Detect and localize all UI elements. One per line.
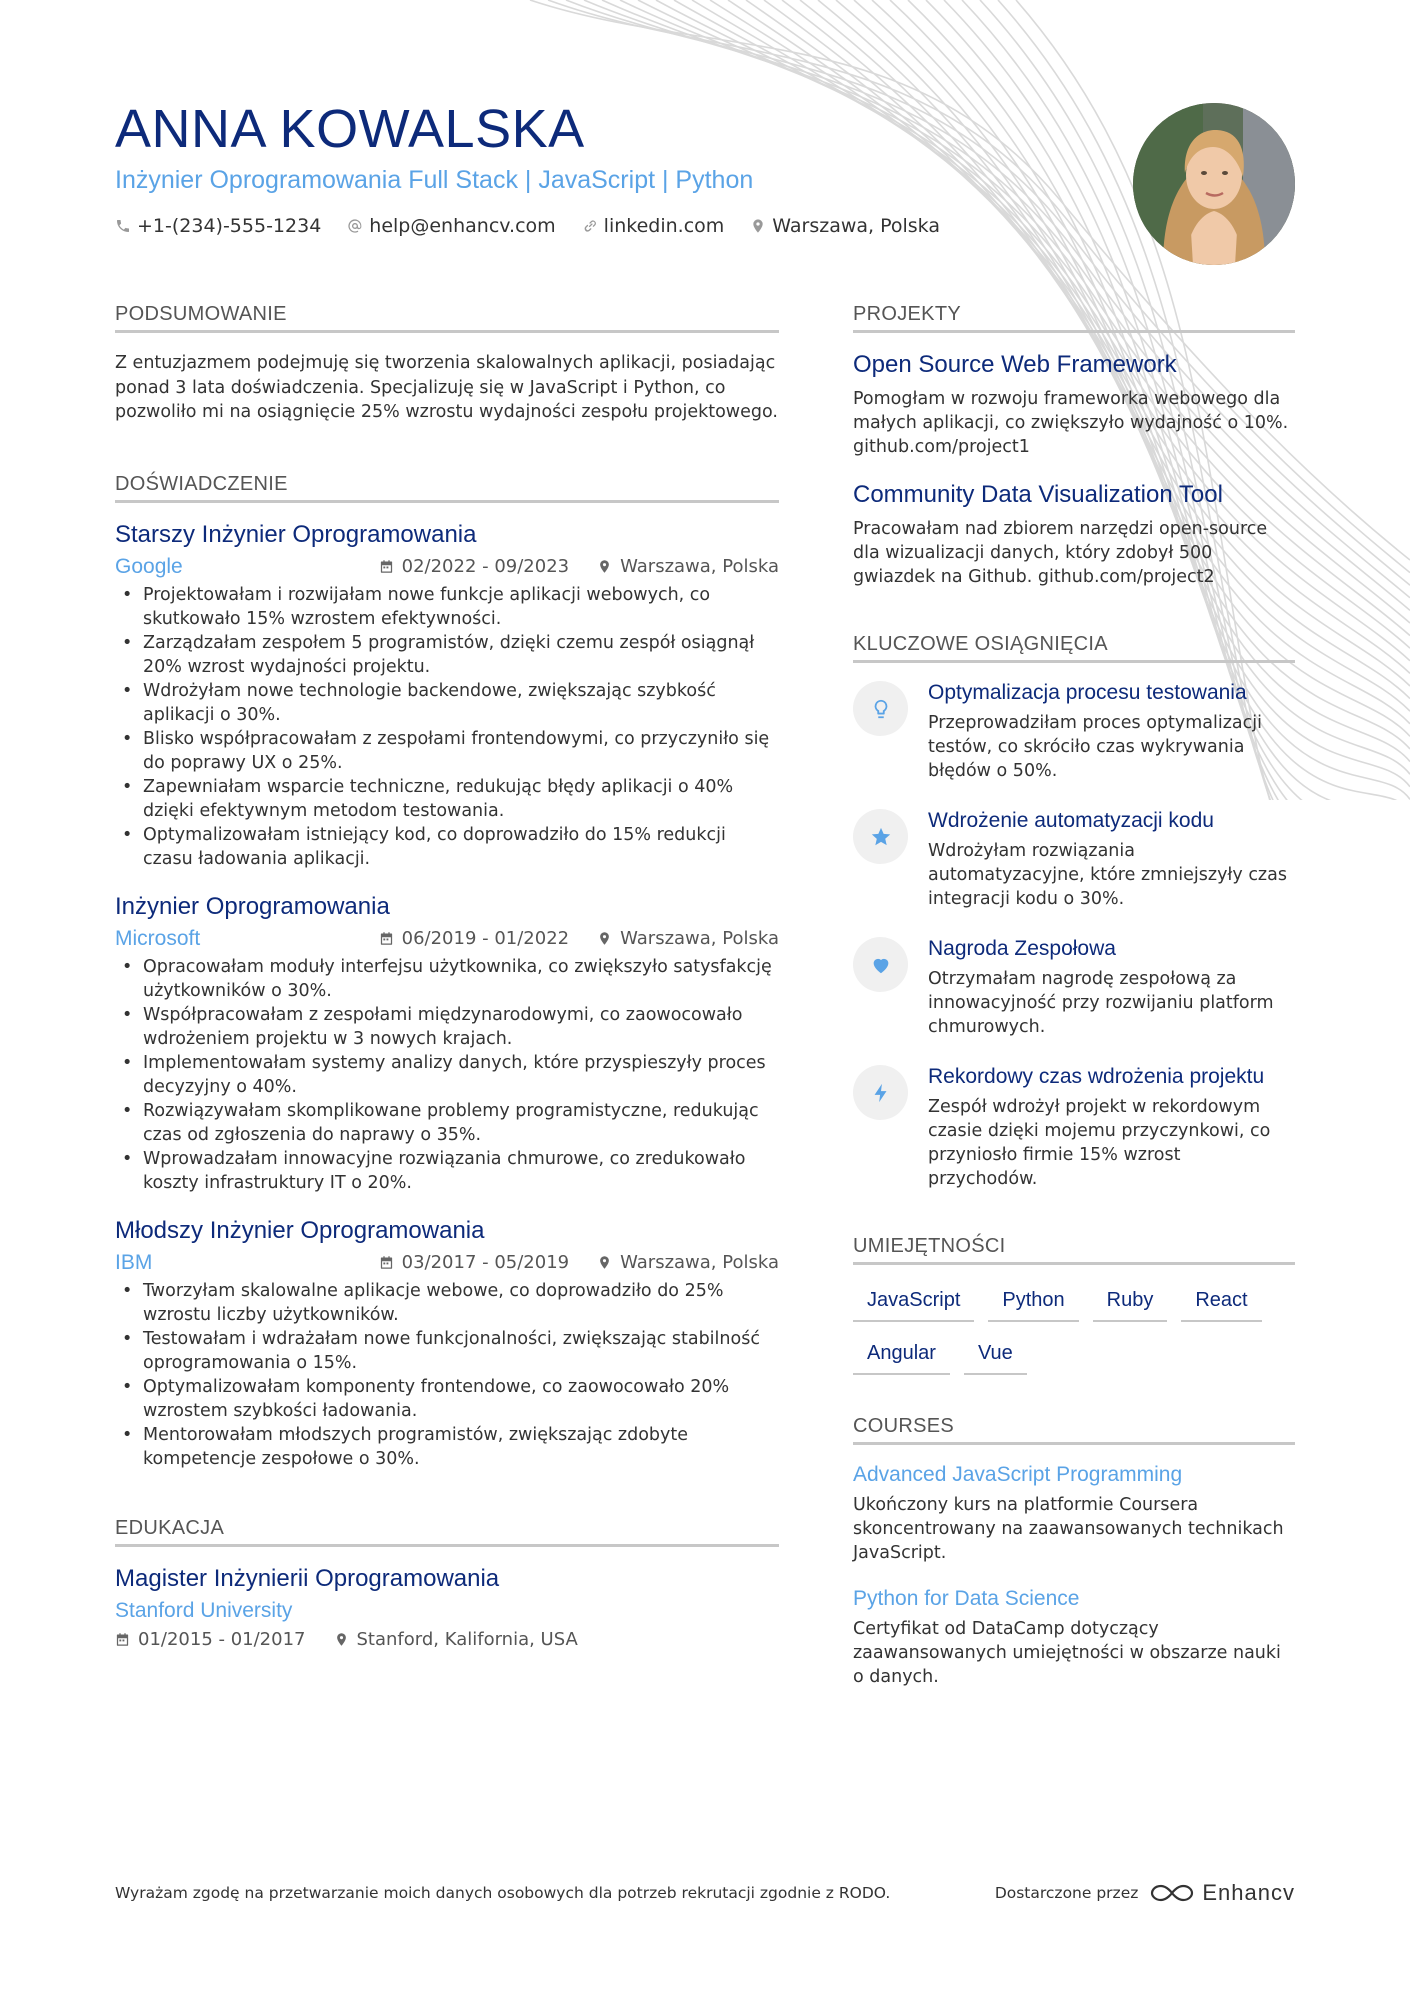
contact-linkedin[interactable] — [582, 215, 725, 237]
section-title-courses: COURSES — [853, 1415, 1295, 1445]
job-dates — [379, 1252, 570, 1273]
project-item — [853, 351, 1295, 459]
job-location-text: Warszawa, Polska — [620, 1252, 779, 1273]
calendar-icon — [115, 1632, 130, 1647]
bullet-item: • Blisko współpracowałam z zespołami frontendowymi, co przyczyniło się do poprawy UX o 25%. — [115, 727, 779, 775]
bullet-item: • Implementowałam systemy analizy danych, które przyspieszyły proces decyzyjny o 40%. — [115, 1051, 779, 1099]
achievement-description: Otrzymałam nagrodę zespołową za innowacyjność przy rozwijaniu platform chmurowych. — [928, 969, 1274, 1037]
bullet-item: • Tworzyłam skalowalne aplikacje webowe, co doprowadziło do 25% wzrostu liczby użytkowników. — [115, 1279, 779, 1327]
bullet-item: • Wprowadzałam innowacyjne rozwiązania chmurowe, co zredukowało koszty infrastruktury IT o 20%. — [115, 1147, 779, 1195]
achievement-item — [853, 809, 1295, 911]
job-location-text: Warszawa, Polska — [620, 556, 779, 577]
bullet-item: • Zarządzałam zespołem 5 programistów, dzięki czemu zespół osiągnął 20% wzrost wydajności projektu. — [115, 631, 779, 679]
achievement-item — [853, 681, 1295, 783]
footer — [115, 1880, 1295, 1906]
job-title: Młodszy Inżynier Oprogramowania — [115, 1216, 485, 1244]
project-item — [853, 481, 1295, 589]
lightbulb-icon — [853, 681, 908, 736]
bullet-item: • Wdrożyłam nowe technologie backendowe, zwiększając szybkość aplikacji o 30%. — [115, 679, 779, 727]
skill-tag: Angular — [853, 1336, 950, 1375]
bolt-icon — [853, 1065, 908, 1120]
powered-by-label: Dostarczone przez — [994, 1884, 1139, 1902]
achievement-description: Przeprowadziłam proces optymalizacji testów, co skróciło czas wykrywania błędów o 50%. — [928, 713, 1262, 781]
phone-text: +1-(234)-555-1234 — [137, 215, 322, 237]
project-description: Pomogłam w rozwoju frameworka webowego dla małych aplikacji, co zwiększyło wydajność o 10%. github.com/project1 — [853, 389, 1289, 457]
bullet-item: • Opracowałam moduły interfejsu użytkownika, co zwiększyło satysfakcję użytkowników o 30%. — [115, 955, 779, 1003]
linkedin-text: linkedin.com — [603, 215, 725, 237]
skill-tag: Ruby — [1093, 1283, 1168, 1322]
experience-item — [115, 521, 779, 871]
section-title-experience: DOŚWIADCZENIE — [115, 473, 779, 503]
bullet-item: • Testowałam i wdrażałam nowe funkcjonalności, zwiększając stabilność oprogramowania o 15%. — [115, 1327, 779, 1375]
education-item — [115, 1565, 779, 1650]
section-title-skills: UMIEJĘTNOŚCI — [853, 1235, 1295, 1265]
achievement-description: Wdrożyłam rozwiązania automatyzacyjne, które zmniejszyły czas integracji kodu o 30%. — [928, 841, 1287, 909]
job-dates-text: 03/2017 - 05/2019 — [401, 1252, 570, 1273]
achievement-description: Zespół wdrożył projekt w rekordowym czasie dzięki mojemu przyczynkowi, co przyniosło firmie 15% wzrost przychodów. — [928, 1097, 1271, 1189]
location-pin-icon — [597, 559, 612, 574]
course-title: Advanced JavaScript Programming — [853, 1463, 1183, 1486]
bullet-item: • Mentorowałam młodszych programistów, zwiększając zdobyte kompetencje zespołowe o 30%. — [115, 1423, 779, 1471]
experience-item — [115, 893, 779, 1195]
location-pin-icon — [597, 1255, 612, 1270]
bullet-item: • Współpracowałam z zespołami międzynarodowymi, co zaowocowało wdrożeniem projektu w 3 nowych krajach. — [115, 1003, 779, 1051]
location-pin-icon — [334, 1632, 349, 1647]
star-icon — [853, 809, 908, 864]
job-meta — [115, 1251, 779, 1275]
education-location — [334, 1629, 578, 1650]
section-title-summary: PODSUMOWANIE — [115, 303, 779, 333]
education-dates — [115, 1629, 306, 1650]
bullet-item: • Optymalizowałam komponenty frontendowe, co zaowocowało 20% wzrostem szybkości ładowania. — [115, 1375, 779, 1423]
job-title: Starszy Inżynier Oprogramowania — [115, 520, 477, 548]
degree-title: Magister Inżynierii Oprogramowania — [115, 1564, 500, 1592]
company-name: Microsoft — [115, 926, 201, 950]
course-item — [853, 1463, 1295, 1565]
skill-tag: React — [1181, 1283, 1261, 1322]
section-title-achievements: KLUCZOWE OSIĄGNIĘCIA — [853, 633, 1295, 663]
job-dates-text: 02/2022 - 09/2023 — [401, 556, 570, 577]
brand-name: Enhancv — [1202, 1880, 1295, 1905]
email-text: help@enhancv.com — [369, 215, 556, 237]
profile-photo — [1133, 103, 1295, 265]
left-column — [115, 303, 779, 1650]
bullet-item: • Rozwiązywałam skomplikowane problemy programistyczne, redukując czas od zgłoszenia do naprawy o 35%. — [115, 1099, 779, 1147]
contact-phone[interactable] — [115, 215, 321, 237]
course-description: Certyfikat od DataCamp dotyczący zaawansowanych umiejętności w obszarze nauki o danych. — [853, 1619, 1281, 1687]
job-dates — [379, 928, 570, 949]
infinity-icon — [1150, 1882, 1194, 1904]
job-meta — [115, 927, 779, 951]
education-dates-text: 01/2015 - 01/2017 — [138, 1628, 306, 1650]
at-icon — [347, 218, 363, 234]
achievement-item — [853, 1065, 1295, 1191]
location-pin-icon — [597, 931, 612, 946]
job-bullets — [115, 583, 779, 871]
course-item — [853, 1587, 1295, 1689]
achievement-title: Rekordowy czas wdrożenia projektu — [928, 1065, 1265, 1088]
job-bullets — [115, 955, 779, 1195]
skill-tag: Python — [988, 1283, 1078, 1322]
section-title-education: EDUKACJA — [115, 1517, 779, 1547]
right-column — [853, 303, 1295, 1711]
candidate-title: Inżynier Oprogramowania Full Stack | JavaScript | Python — [115, 166, 754, 194]
bullet-item: • Zapewniałam wsparcie techniczne, redukując błędy aplikacji o 40% dzięki efektywnym metodom testowania. — [115, 775, 779, 823]
skills-list — [853, 1283, 1295, 1375]
job-location — [597, 928, 779, 949]
achievement-title: Wdrożenie automatyzacji kodu — [928, 809, 1214, 832]
education-location-text: Stanford, Kalifornia, USA — [356, 1628, 578, 1650]
job-title: Inżynier Oprogramowania — [115, 892, 390, 920]
bullet-item: • Optymalizowałam istniejący kod, co doprowadziło do 15% redukcji czasu ładowania aplikacji. — [115, 823, 779, 871]
phone-icon — [115, 218, 131, 234]
achievement-title: Nagroda Zespołowa — [928, 937, 1116, 960]
skill-tag: JavaScript — [853, 1283, 974, 1322]
project-description: Pracowałam nad zbiorem narzędzi open-source dla wizualizacji danych, który zdobył 500 gwiazdek na Github. github.com/project2 — [853, 519, 1268, 587]
calendar-icon — [379, 559, 394, 574]
contact-email[interactable] — [347, 215, 555, 237]
header — [115, 98, 940, 237]
achievement-item — [853, 937, 1295, 1039]
contact-bar — [115, 215, 940, 237]
link-icon — [582, 218, 598, 234]
experience-item — [115, 1217, 779, 1471]
job-location-text: Warszawa, Polska — [620, 928, 779, 949]
portrait-illustration — [1133, 103, 1295, 265]
job-dates — [379, 556, 570, 577]
location-pin-icon — [750, 218, 766, 234]
project-title: Community Data Visualization Tool — [853, 481, 1223, 508]
course-title: Python for Data Science — [853, 1587, 1080, 1610]
skill-tag: Vue — [964, 1336, 1027, 1375]
calendar-icon — [379, 931, 394, 946]
job-dates-text: 06/2019 - 01/2022 — [401, 928, 570, 949]
footer-brand — [995, 1880, 1295, 1906]
company-name: Google — [115, 554, 183, 578]
achievement-title: Optymalizacja procesu testowania — [928, 681, 1247, 704]
school-name: Stanford University — [115, 1598, 293, 1622]
location-text: Warszawa, Polska — [772, 215, 940, 237]
enhancv-logo[interactable] — [1150, 1880, 1295, 1906]
job-location — [597, 556, 779, 577]
consent-note: Wyrażam zgodę na przetwarzanie moich danych osobowych dla potrzeb rekrutacji zgodnie z RODO. — [115, 1884, 891, 1902]
candidate-name: ANNA KOWALSKA — [115, 99, 585, 159]
bullet-item: • Projektowałam i rozwijałam nowe funkcje aplikacji webowych, co skutkowało 15% wzrostem efektywności. — [115, 583, 779, 631]
company-name: IBM — [115, 1250, 153, 1274]
heart-icon — [853, 937, 908, 992]
job-location — [597, 1252, 779, 1273]
course-description: Ukończony kurs na platformie Coursera skoncentrowany na zaawansowanych technikach JavaScript. — [853, 1495, 1284, 1563]
job-meta — [115, 555, 779, 579]
project-title: Open Source Web Framework — [853, 351, 1177, 378]
job-bullets — [115, 1279, 779, 1471]
section-title-projects: PROJEKTY — [853, 303, 1295, 333]
contact-location — [750, 215, 940, 237]
summary-text: Z entuzjazmem podejmuję się tworzenia skalowalnych aplikacji, posiadając ponad 3 lata doświadczenia. Specjalizuję się w JavaScript i Python, co pozwoliło mi na osiągnięcie 25% wzrostu wydajności zespołu projektowego. — [115, 353, 778, 422]
calendar-icon — [379, 1255, 394, 1270]
